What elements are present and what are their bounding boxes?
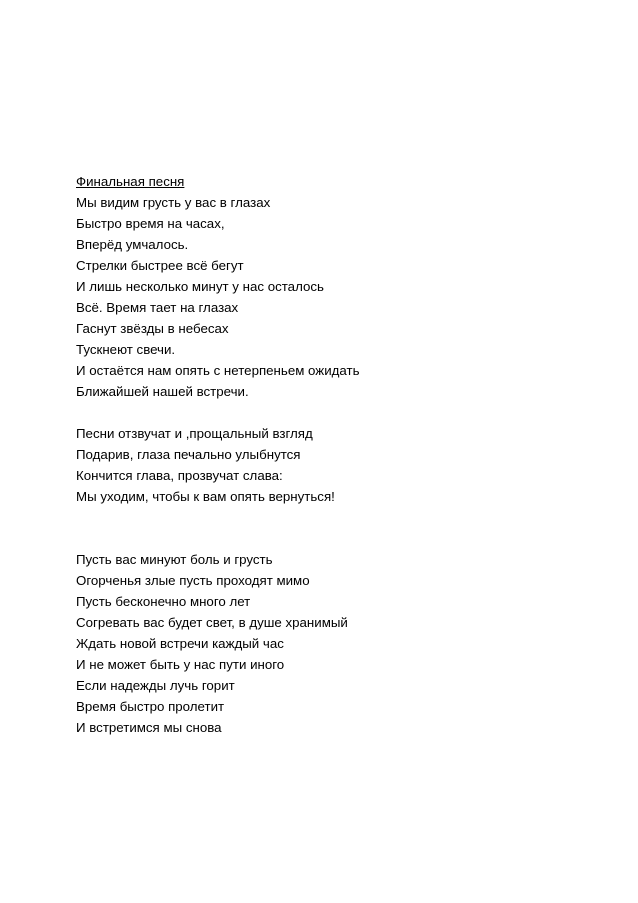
lyric-line: Если надежды лучь горит bbox=[76, 678, 235, 693]
lyric-line: Быстро время на часах, bbox=[76, 216, 225, 231]
stanza-spacer bbox=[76, 507, 596, 549]
lyric-line: Стрелки быстрее всё бегут bbox=[76, 258, 244, 273]
stanza-3 bbox=[76, 549, 596, 738]
lyric-line: Согревать вас будет свет, в душе хранимый bbox=[76, 615, 348, 630]
lyric-line: Тускнеют свечи. bbox=[76, 342, 176, 357]
lyric-line: Песни отзвучат и ,прощальный взгляд bbox=[76, 426, 313, 441]
lyric-line: Гаснут звёзды в небесах bbox=[76, 321, 229, 336]
stanza-1 bbox=[76, 192, 596, 402]
lyric-line: Мы уходим, чтобы к вам опять вернуться! bbox=[76, 489, 335, 504]
lyric-line: Всё. Время тает на глазах bbox=[76, 300, 239, 315]
lyric-line: И встретимся мы снова bbox=[76, 720, 222, 735]
lyric-line: И лишь несколько минут у нас осталось bbox=[76, 279, 324, 294]
lyric-line: Время быстро пролетит bbox=[76, 699, 225, 714]
lyric-line: Вперёд умчалось. bbox=[76, 237, 189, 252]
lyric-line: Пусть бесконечно много лет bbox=[76, 594, 251, 609]
lyric-line: Огорченья злые пусть проходят мимо bbox=[76, 573, 310, 588]
stanza-spacer bbox=[76, 402, 596, 423]
song-title: Финальная песня bbox=[76, 174, 185, 189]
lyric-line: Пусть вас минуют боль и грусть bbox=[76, 552, 273, 567]
lyric-line: Ближайшей нашей встречи. bbox=[76, 384, 249, 399]
lyric-line: Подарив, глаза печально улыбнутся bbox=[76, 447, 301, 462]
lyric-line: Мы видим грусть у вас в глазах bbox=[76, 195, 271, 210]
lyric-line: И остаётся нам опять с нетерпеньем ожидать bbox=[76, 363, 360, 378]
lyric-line: И не может быть у нас пути иного bbox=[76, 657, 285, 672]
song-text bbox=[76, 171, 596, 738]
lyric-line: Ждать новой встречи каждый час bbox=[76, 636, 284, 651]
lyric-line: Кончится глава, прозвучат слава: bbox=[76, 468, 283, 483]
stanza-2 bbox=[76, 423, 596, 507]
